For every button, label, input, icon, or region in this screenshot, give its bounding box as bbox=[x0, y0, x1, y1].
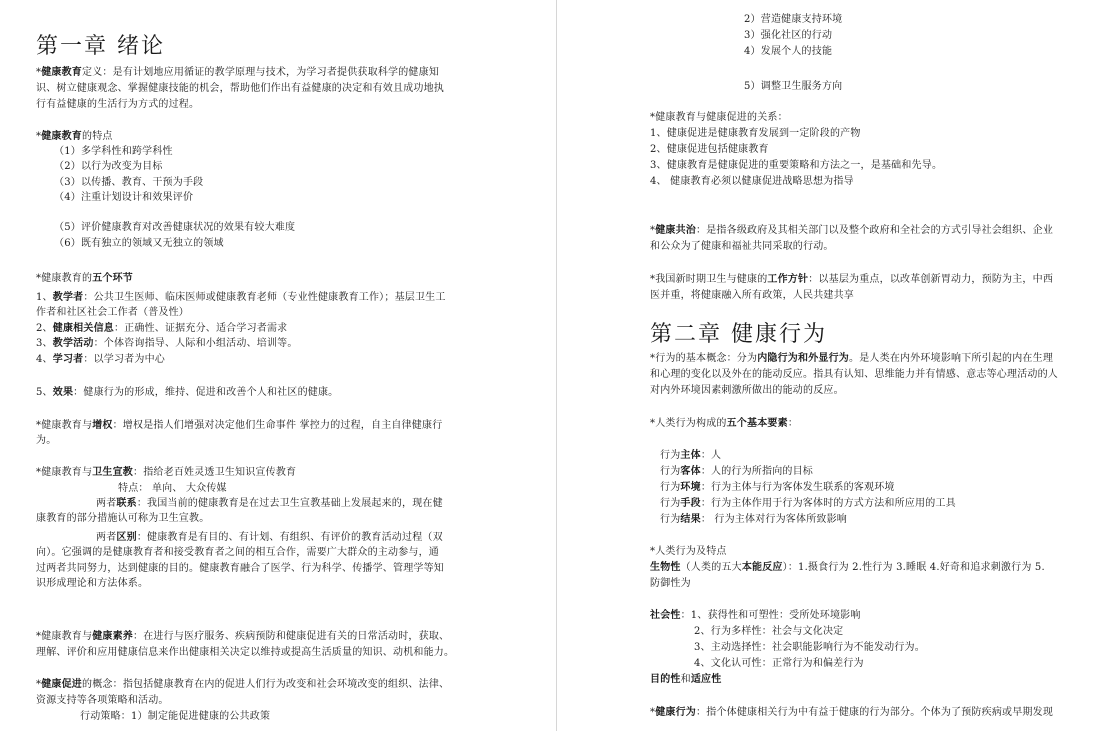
left-page-line bbox=[36, 562, 444, 576]
text-run: 定义：是有计划地应用循证的教学原理与技术，为学习者提供获取科学的健康知 bbox=[82, 67, 440, 78]
left-page-line bbox=[36, 66, 439, 80]
bold-term: 社会性 bbox=[650, 610, 681, 621]
text-run: *人类行为及特点 bbox=[650, 546, 727, 557]
text-run: 行有益健康的生活行为方式的过程。 bbox=[36, 99, 200, 110]
text-run: ：1、获得性和可塑性：受所处环境影响 bbox=[680, 610, 861, 621]
text-run: 行为 bbox=[660, 450, 681, 461]
right-page-line bbox=[744, 29, 832, 43]
right-page-line bbox=[650, 224, 1053, 238]
right-page-line bbox=[650, 127, 861, 141]
left-page-line bbox=[36, 337, 298, 351]
chapter-1-title: 第一章 绪论 bbox=[36, 34, 165, 59]
right-page-line bbox=[650, 273, 1053, 287]
text-run: 医并重，将健康融入所有政策，人民共建共享 bbox=[650, 290, 854, 301]
left-page-line bbox=[36, 466, 296, 480]
bold-term: 学习者 bbox=[52, 354, 84, 365]
right-page-line bbox=[694, 641, 925, 655]
text-run: *健康教育与 bbox=[36, 420, 93, 431]
text-run: 2、健康促进包括健康教育 bbox=[650, 144, 769, 155]
bold-term: 环境 bbox=[680, 482, 701, 493]
text-run: ：个体咨询指导、人际和小组活动、培训等。 bbox=[93, 338, 298, 349]
text-run: 行动策略：1）制定能促进健康的公共政策 bbox=[80, 711, 271, 722]
right-page-line bbox=[650, 609, 861, 623]
text-run: 5、 bbox=[36, 387, 53, 398]
left-page-line bbox=[36, 306, 189, 320]
bold-term: 内隐行为和外显行为 bbox=[757, 353, 850, 364]
left-page-line bbox=[36, 353, 165, 367]
text-run: ：以基层为重点，以改革创新胃动力，预防为主，中西 bbox=[808, 274, 1054, 285]
bold-term: 工作方针 bbox=[767, 274, 809, 285]
bold-term: 增权 bbox=[92, 420, 113, 431]
right-page-line bbox=[650, 175, 854, 189]
text-run: 行为 bbox=[660, 514, 681, 525]
text-run: *健康教育与健康促进的关系： bbox=[650, 112, 788, 123]
chapter-2-title: 第二章 健康行为 bbox=[650, 322, 827, 347]
text-run: 康教育的部分措施认可称为卫生宣教。 bbox=[36, 513, 210, 524]
text-run: 为。 bbox=[36, 435, 57, 446]
left-page-line bbox=[36, 694, 169, 708]
text-run: 作者和社区社会工作者（普及性） bbox=[36, 307, 189, 318]
right-page-line bbox=[650, 289, 854, 303]
text-run: ：增权是指人们增强对决定他们生命事件 掌控力的过程，自主自律健康行 bbox=[112, 420, 443, 431]
text-run: 和 bbox=[680, 674, 691, 685]
right-page-line bbox=[650, 417, 798, 431]
text-run: 4、 bbox=[36, 354, 53, 365]
right-page-line bbox=[660, 465, 813, 479]
left-page-line bbox=[36, 512, 209, 526]
text-run: ：健康教育是有目的、有计划、有组织、有评价的教育活动过程（双 bbox=[136, 532, 443, 543]
left-page-line bbox=[36, 386, 338, 400]
bold-term: 五个基本要素 bbox=[726, 418, 788, 429]
left-page-line bbox=[36, 434, 56, 448]
bold-term: 适应性 bbox=[690, 674, 722, 685]
right-page-line bbox=[650, 706, 1053, 720]
right-page-line bbox=[650, 111, 788, 125]
left-page-line bbox=[36, 98, 199, 112]
text-run: 3）强化社区的行动 bbox=[744, 30, 833, 41]
right-page-line bbox=[650, 577, 691, 591]
text-run: 识形成理论和方法体系。 bbox=[36, 578, 149, 589]
bold-term: 客体 bbox=[680, 466, 701, 477]
text-run: 资源支持等各项策略和活动。 bbox=[36, 695, 169, 706]
left-page-line bbox=[54, 237, 224, 251]
left-page bbox=[0, 0, 556, 731]
text-run: ： bbox=[787, 418, 799, 429]
right-page-line bbox=[660, 449, 721, 463]
text-run: 行为 bbox=[660, 482, 681, 493]
text-run: ：是指各级政府及其相关部门以及整个政府和全社会的方式引导社会组织、企业 bbox=[696, 225, 1054, 236]
left-page-line bbox=[36, 646, 454, 660]
text-run: （5）评价健康教育对改善健康状况的效果有较大难度 bbox=[54, 222, 296, 233]
bold-term: 目的性 bbox=[650, 674, 681, 685]
text-run: ：指个体健康相关行为中有益于健康的行为部分。个体为了预防疾病或早期发现 bbox=[696, 707, 1054, 718]
text-run: 1、健康促进是健康教育发展到一定阶段的产物 bbox=[650, 128, 861, 139]
text-run: ：我国当前的健康教育是在过去卫生宣教基础上发展起来的，现在健 bbox=[136, 498, 443, 509]
bold-term: 健康行为 bbox=[655, 707, 697, 718]
left-page-line bbox=[36, 419, 442, 433]
text-run: （6）既有独立的领域又无独立的领域 bbox=[54, 238, 224, 249]
right-page-line bbox=[650, 159, 942, 173]
text-run: ：人的行为所指向的目标 bbox=[700, 466, 814, 477]
right-page-line bbox=[650, 240, 834, 254]
left-page-line bbox=[36, 130, 113, 144]
text-run: 4）发展个人的技能 bbox=[744, 46, 833, 57]
text-run: * bbox=[650, 707, 656, 718]
bold-term: 手段 bbox=[680, 498, 701, 509]
text-run: 过两者共同努力，达到健康的目的。健康教育融合了医学、行为科学、传播学、管理学等知 bbox=[36, 563, 444, 574]
text-run: 3、主动选择性：社会职能影响行为不能发动行为。 bbox=[694, 642, 925, 653]
text-run: *行为的基本概念：分为 bbox=[650, 353, 758, 364]
right-page-line bbox=[650, 368, 1058, 382]
text-run: *人类行为构成的 bbox=[650, 418, 727, 429]
left-page-line bbox=[36, 291, 446, 305]
text-run: ：公共卫生医师、临床医师或健康教育老师（专业性健康教育工作）；基层卫生工 bbox=[83, 292, 446, 303]
text-run: 和心理的变化以及外在的能动反应。指具有认知、思维能力并有情感、意志等心理活动的人 bbox=[650, 369, 1058, 380]
right-page-line bbox=[650, 545, 727, 559]
text-run: 理解、评价和应用健康信息来作出健康相关决定以维持或提高生活质量的知识、动机和能力。 bbox=[36, 647, 455, 658]
bold-term: 健康教育 bbox=[41, 67, 83, 78]
text-run: （4）注重计划设计和效果评价 bbox=[54, 192, 194, 203]
left-page-line bbox=[36, 546, 439, 560]
text-run: ：行为主体与行为客体发生联系的客观环境 bbox=[700, 482, 895, 493]
left-page-line bbox=[96, 497, 443, 511]
text-run: ：以学习者为中心 bbox=[83, 354, 165, 365]
right-page-line bbox=[660, 497, 956, 511]
text-run: 行为 bbox=[660, 466, 681, 477]
text-run: 4、 健康教育必须以健康促进战略思想为指导 bbox=[650, 176, 854, 187]
text-run: 特点： 单向、 大众传媒 bbox=[118, 483, 227, 494]
bold-term: 卫生宣教 bbox=[92, 467, 134, 478]
page-divider bbox=[556, 0, 557, 731]
text-run: ：正确性、证据充分、适合学习者需求 bbox=[113, 323, 288, 334]
left-page-line bbox=[36, 322, 287, 336]
text-run: ：人 bbox=[700, 450, 722, 461]
text-run: ：在进行与医疗服务、疾病预防和健康促进有关的日常活动时，获取、 bbox=[133, 631, 450, 642]
text-run: 2、 bbox=[36, 323, 53, 334]
text-run: * bbox=[36, 679, 42, 690]
bold-term: 生物性 bbox=[650, 562, 681, 573]
text-run: 两者 bbox=[96, 532, 117, 543]
left-page-line bbox=[36, 82, 444, 96]
left-page-line bbox=[54, 221, 295, 235]
text-run: 1、 bbox=[36, 292, 53, 303]
text-run: （1）多学科性和跨学科性 bbox=[54, 146, 173, 157]
text-run: 。是人类在内外环境影响下所引起的内在生理 bbox=[849, 353, 1054, 364]
right-page-line bbox=[694, 625, 843, 639]
text-run: * bbox=[36, 67, 42, 78]
right-page bbox=[558, 0, 1114, 731]
text-run: * bbox=[36, 131, 42, 142]
text-run: 向）。它强调的是健康教育者和接受教育者之间的相互合作，需要广大群众的主动参与，通 bbox=[36, 547, 439, 558]
right-page-line bbox=[744, 80, 842, 94]
bold-term: 联系 bbox=[116, 498, 137, 509]
text-run: 3、 bbox=[36, 338, 53, 349]
text-run: 识、树立健康观念、掌握健康技能的机会，帮助他们作出有益健康的决定和有效且成功地执 bbox=[36, 83, 444, 94]
bold-term: 主体 bbox=[680, 450, 701, 461]
left-page-line bbox=[96, 531, 443, 545]
bold-term: 健康共治 bbox=[655, 225, 697, 236]
text-run: 防御性为 bbox=[650, 578, 691, 589]
text-run: （3）以传播、教育、干预为手段 bbox=[54, 177, 204, 188]
text-run: 的特点 bbox=[82, 131, 113, 142]
text-run: 对内外环境因素刺激所做出的能动的反应。 bbox=[650, 385, 844, 396]
left-page-line bbox=[118, 482, 227, 496]
text-run: （人类的五大 bbox=[680, 562, 742, 573]
text-run: ）：1.摄食行为 2.性行为 3.睡眠 4.好奇和追求刺激行为 5. bbox=[782, 562, 1045, 573]
text-run: （2）以行为改变为目标 bbox=[54, 161, 163, 172]
text-run: ：指给老百姓灵透卫生知识宣传教育 bbox=[133, 467, 297, 478]
text-run: ： 行为主体对行为客体所致影响 bbox=[700, 514, 847, 525]
text-run: 2、行为多样性：社会与文化决定 bbox=[694, 626, 844, 637]
text-run: *健康教育与 bbox=[36, 631, 93, 642]
text-run: 两者 bbox=[96, 498, 117, 509]
text-run: *健康教育的 bbox=[36, 273, 93, 284]
bold-term: 区别 bbox=[116, 532, 137, 543]
left-page-line bbox=[54, 160, 163, 174]
left-page-line bbox=[54, 145, 173, 159]
left-page-line bbox=[36, 630, 449, 644]
text-run: *健康教育与 bbox=[36, 467, 93, 478]
left-page-line bbox=[36, 577, 148, 591]
text-run: * bbox=[650, 225, 656, 236]
text-run: *我国新时期卫生与健康的 bbox=[650, 274, 768, 285]
bold-term: 健康素养 bbox=[92, 631, 134, 642]
text-run: 2）营造健康支持环境 bbox=[744, 14, 843, 25]
text-run: 行为 bbox=[660, 498, 681, 509]
right-page-line bbox=[744, 45, 832, 59]
right-page-line bbox=[650, 143, 769, 157]
left-page-line bbox=[36, 272, 133, 286]
right-page-line bbox=[650, 673, 721, 687]
bold-term: 五个环节 bbox=[92, 273, 134, 284]
right-page-line bbox=[744, 13, 842, 27]
right-page-line bbox=[650, 561, 1045, 575]
text-run: ：行为主体作用于行为客体时的方式方法和所应用的工具 bbox=[700, 498, 956, 509]
text-run: 5）调整卫生服务方向 bbox=[744, 81, 843, 92]
bold-term: 教学者 bbox=[52, 292, 84, 303]
left-page-line bbox=[54, 191, 193, 205]
right-page-line bbox=[650, 384, 844, 398]
text-run: ：健康行为的形成，维持、促进和改善个人和社区的健康。 bbox=[73, 387, 339, 398]
bold-term: 健康相关信息 bbox=[52, 323, 114, 334]
right-page-line bbox=[694, 657, 864, 671]
text-run: 3、健康教育是健康促进的重要策略和方法之一，是基础和先导。 bbox=[650, 160, 943, 171]
bold-term: 本能反应 bbox=[741, 562, 783, 573]
right-page-line bbox=[660, 513, 847, 527]
text-run: 的概念：指包括健康教育在内的促进人们行为改变和社会环境改变的组织、法律、 bbox=[82, 679, 450, 690]
bold-term: 教学活动 bbox=[52, 338, 94, 349]
text-run: 4、文化认可性：正常行为和偏差行为 bbox=[694, 658, 864, 669]
right-page-line bbox=[650, 352, 1053, 366]
text-run: 和公众为了健康和福祉共同采取的行动。 bbox=[650, 241, 834, 252]
bold-term: 效果 bbox=[52, 387, 74, 398]
bold-term: 健康教育 bbox=[41, 131, 83, 142]
left-page-line bbox=[36, 678, 449, 692]
left-page-line bbox=[80, 710, 270, 724]
bold-term: 健康促进 bbox=[41, 679, 83, 690]
right-page-line bbox=[660, 481, 895, 495]
bold-term: 结果 bbox=[680, 514, 701, 525]
left-page-line bbox=[54, 176, 203, 190]
